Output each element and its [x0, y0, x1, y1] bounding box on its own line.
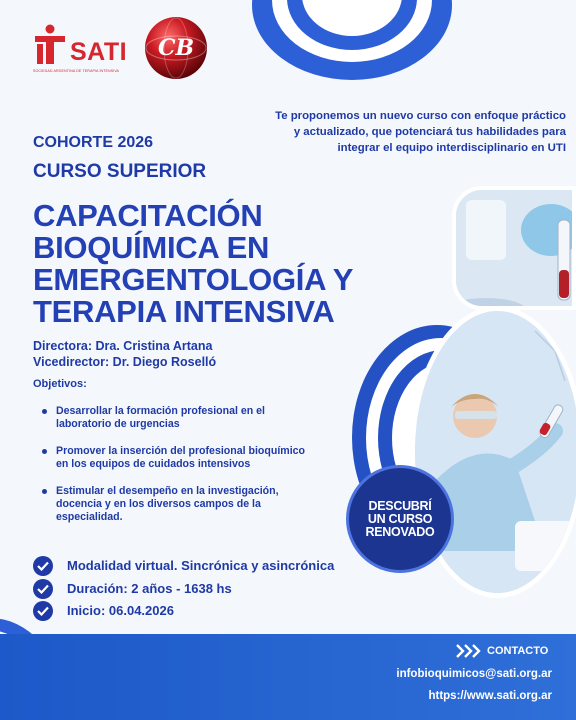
- directora: Directora: Dra. Cristina Artana: [33, 339, 213, 353]
- feature-text: Modalidad virtual. Sincrónica y asincrónica: [67, 558, 335, 573]
- lab-photo-tube: [452, 186, 576, 310]
- cohorte-label: COHORTE 2026: [33, 134, 154, 151]
- discover-course-badge: [346, 465, 454, 573]
- objective-item: Promover la inserción del profesional bioquímico en los equipos de cuidados intensivos: [40, 445, 320, 471]
- check-icon: [33, 579, 53, 599]
- course-title: CAPACITACIÓN BIOQUÍMICA EN EMERGENTOLOGÍA Y TERAPIA INTENSIVA: [33, 198, 353, 329]
- sati-logo: [33, 24, 133, 80]
- sati-logo-subtitle: SOCIEDAD ARGENTINA DE TERAPIA INTENSIVA: [33, 69, 120, 73]
- sati-logo-text: SATI: [70, 38, 128, 66]
- chevrons-right-icon: [455, 643, 481, 659]
- curso-label: CURSO SUPERIOR: [33, 161, 207, 182]
- cb-logo-icon: [143, 15, 209, 81]
- sati-logo-icon: [33, 24, 67, 66]
- vicedirector: Vicedirector: Dr. Diego Roselló: [33, 355, 217, 369]
- cb-logo: [143, 15, 209, 81]
- feature-text: Inicio: 06.04.2026: [67, 603, 174, 618]
- objectives-list: [40, 405, 320, 538]
- badge-text: DESCUBRÍ UN CURSO RENOVADO: [365, 498, 435, 539]
- objective-item: Estimular el desempeño en la investigación, docencia y en los diversos campos de la especialidad.: [40, 485, 320, 524]
- objectives-heading: Objetivos:: [33, 378, 87, 390]
- website-link[interactable]: https://www.sati.org.ar: [428, 690, 552, 702]
- check-icon: [33, 601, 53, 621]
- check-icon: [33, 556, 53, 576]
- intro-text: Te proponemos un nuevo curso con enfoque práctico y actualizado, que potenciará tus habilidades para integrar el equipo interdisciplinario en UTI: [275, 110, 566, 154]
- cb-logo-text: CB: [157, 35, 195, 61]
- contact-heading: CONTACTO: [487, 645, 549, 657]
- feature-text: Duración: 2 años - 1638 hs: [67, 580, 232, 596]
- objective-item: Desarrollar la formación profesional en el laboratorio de urgencias: [40, 405, 320, 431]
- contact-email-link[interactable]: infobioquimicos@sati.org.ar: [396, 668, 552, 680]
